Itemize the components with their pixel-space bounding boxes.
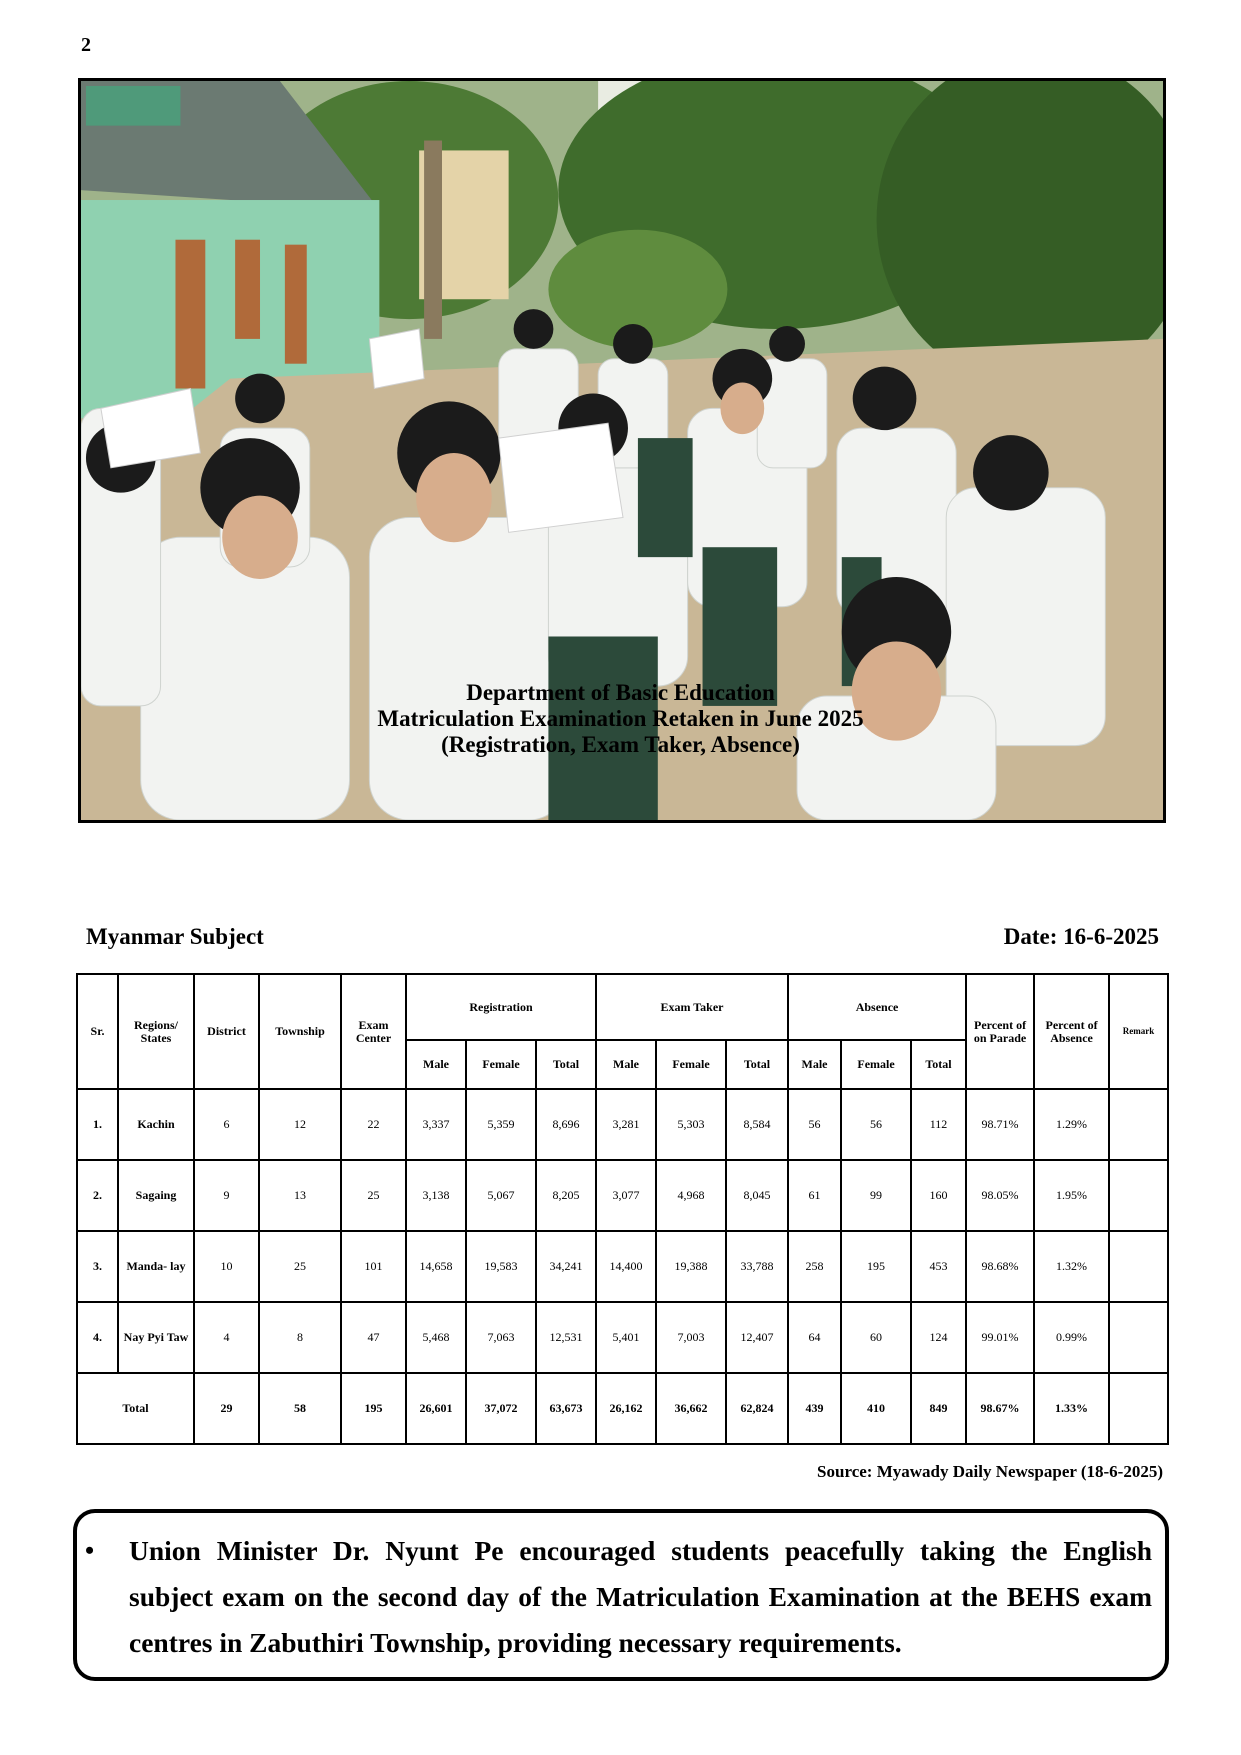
- cell-abs-female: 99: [841, 1160, 911, 1231]
- cell-abs-male: 61: [788, 1160, 841, 1231]
- cell-abs-female: 56: [841, 1089, 911, 1160]
- cell-abs-male: 56: [788, 1089, 841, 1160]
- header-reg-female: Female: [466, 1040, 536, 1089]
- header-regions: Regions/ States: [118, 974, 194, 1089]
- cell-pct-parade: 98.05%: [966, 1160, 1034, 1231]
- header-remark: Remark: [1109, 974, 1168, 1089]
- cell-total-exam-center: 195: [341, 1373, 406, 1444]
- cell-region: Nay Pyi Taw: [118, 1302, 194, 1373]
- cell-reg-female: 5,359: [466, 1089, 536, 1160]
- table-row: [77, 1160, 1168, 1231]
- header-district: District: [194, 974, 259, 1089]
- header-registration: Registration: [406, 974, 596, 1040]
- cell-reg-female: 7,063: [466, 1302, 536, 1373]
- cell-taker-total: 8,584: [726, 1089, 788, 1160]
- cell-abs-male: 258: [788, 1231, 841, 1302]
- cell-total-remark: [1109, 1373, 1168, 1444]
- cell-taker-total: 12,407: [726, 1302, 788, 1373]
- cell-taker-male: 14,400: [596, 1231, 656, 1302]
- cell-taker-male: 3,077: [596, 1160, 656, 1231]
- subject-label: Myanmar Subject: [86, 924, 264, 949]
- cell-reg-total: 12,531: [536, 1302, 596, 1373]
- cell-abs-female: 195: [841, 1231, 911, 1302]
- cell-pct-absence: 0.99%: [1034, 1302, 1109, 1373]
- header-reg-male: Male: [406, 1040, 466, 1089]
- cell-reg-female: 19,583: [466, 1231, 536, 1302]
- cell-taker-female: 4,968: [656, 1160, 726, 1231]
- header-percent-absence: Percent of Absence: [1034, 974, 1109, 1089]
- cell-remark: [1109, 1302, 1168, 1373]
- cell-taker-female: 19,388: [656, 1231, 726, 1302]
- cell-sr: 3.: [77, 1231, 118, 1302]
- cell-abs-total: 160: [911, 1160, 966, 1231]
- header-abs-total: Total: [911, 1040, 966, 1089]
- cell-total-label: Total: [77, 1373, 194, 1444]
- cell-township: 13: [259, 1160, 341, 1231]
- cell-region: Kachin: [118, 1089, 194, 1160]
- cell-total-taker-female: 36,662: [656, 1373, 726, 1444]
- cell-township: 12: [259, 1089, 341, 1160]
- cell-reg-male: 5,468: [406, 1302, 466, 1373]
- callout-item: [85, 1528, 1152, 1666]
- bullet-icon: •: [85, 1536, 95, 1565]
- table-row: [77, 1089, 1168, 1160]
- heading-subtitle: (Registration, Exam Taker, Absence): [441, 732, 800, 757]
- cell-region: Manda- lay: [118, 1231, 194, 1302]
- header-exam-taker: Exam Taker: [596, 974, 788, 1040]
- cell-reg-total: 8,205: [536, 1160, 596, 1231]
- cell-exam-center: 101: [341, 1231, 406, 1302]
- cell-total-township: 58: [259, 1373, 341, 1444]
- cell-total-abs-female: 410: [841, 1373, 911, 1444]
- cell-district: 4: [194, 1302, 259, 1373]
- cell-taker-female: 5,303: [656, 1089, 726, 1160]
- news-callout-box: [73, 1509, 1169, 1681]
- header-taker-total: Total: [726, 1040, 788, 1089]
- cell-total-reg-female: 37,072: [466, 1373, 536, 1444]
- header-taker-male: Male: [596, 1040, 656, 1089]
- cell-taker-male: 5,401: [596, 1302, 656, 1373]
- table-row: [77, 1231, 1168, 1302]
- cell-reg-male: 3,337: [406, 1089, 466, 1160]
- callout-text: Union Minister Dr. Nyunt Pe encouraged students peacefully taking the English subject exam on the second day of the Matriculation Examination at the BEHS exam centres in Zabuthiri Township, providing necessary requirements.: [129, 1535, 1152, 1658]
- cell-reg-female: 5,067: [466, 1160, 536, 1231]
- heading-exam-title: Matriculation Examination Retaken in June 2025: [377, 706, 864, 731]
- cell-remark: [1109, 1160, 1168, 1231]
- cell-pct-parade: 98.68%: [966, 1231, 1034, 1302]
- header-exam-center: Exam Center: [341, 974, 406, 1089]
- cell-taker-total: 8,045: [726, 1160, 788, 1231]
- cell-township: 8: [259, 1302, 341, 1373]
- header-percent-parade: Percent of on Parade: [966, 974, 1034, 1089]
- cell-abs-total: 112: [911, 1089, 966, 1160]
- cell-sr: 4.: [77, 1302, 118, 1373]
- cell-reg-male: 3,138: [406, 1160, 466, 1231]
- header-abs-female: Female: [841, 1040, 911, 1089]
- header-absence: Absence: [788, 974, 966, 1040]
- cell-taker-female: 7,003: [656, 1302, 726, 1373]
- header-abs-male: Male: [788, 1040, 841, 1089]
- cell-remark: [1109, 1089, 1168, 1160]
- cell-total-pct-absence: 1.33%: [1034, 1373, 1109, 1444]
- cell-total-reg-total: 63,673: [536, 1373, 596, 1444]
- cell-pct-absence: 1.29%: [1034, 1089, 1109, 1160]
- cell-sr: 1.: [77, 1089, 118, 1160]
- cell-region: Sagaing: [118, 1160, 194, 1231]
- cell-taker-male: 3,281: [596, 1089, 656, 1160]
- cell-total-district: 29: [194, 1373, 259, 1444]
- cell-pct-parade: 99.01%: [966, 1302, 1034, 1373]
- cell-pct-absence: 1.32%: [1034, 1231, 1109, 1302]
- cell-exam-center: 25: [341, 1160, 406, 1231]
- cell-abs-total: 453: [911, 1231, 966, 1302]
- table-row: [77, 1302, 1168, 1373]
- page-number: 2: [81, 34, 91, 56]
- cell-abs-male: 64: [788, 1302, 841, 1373]
- cell-abs-total: 124: [911, 1302, 966, 1373]
- cell-total-reg-male: 26,601: [406, 1373, 466, 1444]
- cell-exam-center: 22: [341, 1089, 406, 1160]
- cell-reg-total: 8,696: [536, 1089, 596, 1160]
- cell-pct-parade: 98.71%: [966, 1089, 1034, 1160]
- cell-district: 6: [194, 1089, 259, 1160]
- cell-total-taker-total: 62,824: [726, 1373, 788, 1444]
- cell-township: 25: [259, 1231, 341, 1302]
- cell-pct-absence: 1.95%: [1034, 1160, 1109, 1231]
- header-reg-total: Total: [536, 1040, 596, 1089]
- cell-district: 9: [194, 1160, 259, 1231]
- exam-results-table: [76, 973, 1169, 1445]
- cell-total-abs-male: 439: [788, 1373, 841, 1444]
- header-sr: Sr.: [77, 974, 118, 1089]
- cell-reg-total: 34,241: [536, 1231, 596, 1302]
- cell-total-taker-male: 26,162: [596, 1373, 656, 1444]
- table-total-row: [77, 1373, 1168, 1444]
- cell-abs-female: 60: [841, 1302, 911, 1373]
- cell-taker-total: 33,788: [726, 1231, 788, 1302]
- cell-remark: [1109, 1231, 1168, 1302]
- cell-total-abs-total: 849: [911, 1373, 966, 1444]
- cell-sr: 2.: [77, 1160, 118, 1231]
- cell-district: 10: [194, 1231, 259, 1302]
- heading-department: Department of Basic Education: [466, 680, 775, 705]
- header-township: Township: [259, 974, 341, 1089]
- cell-reg-male: 14,658: [406, 1231, 466, 1302]
- cell-exam-center: 47: [341, 1302, 406, 1373]
- cell-total-pct-parade: 98.67%: [966, 1373, 1034, 1444]
- header-taker-female: Female: [656, 1040, 726, 1089]
- date-label: Date: 16-6-2025: [1003, 924, 1159, 949]
- source-note: Source: Myawady Daily Newspaper (18-6-2025): [817, 1462, 1163, 1481]
